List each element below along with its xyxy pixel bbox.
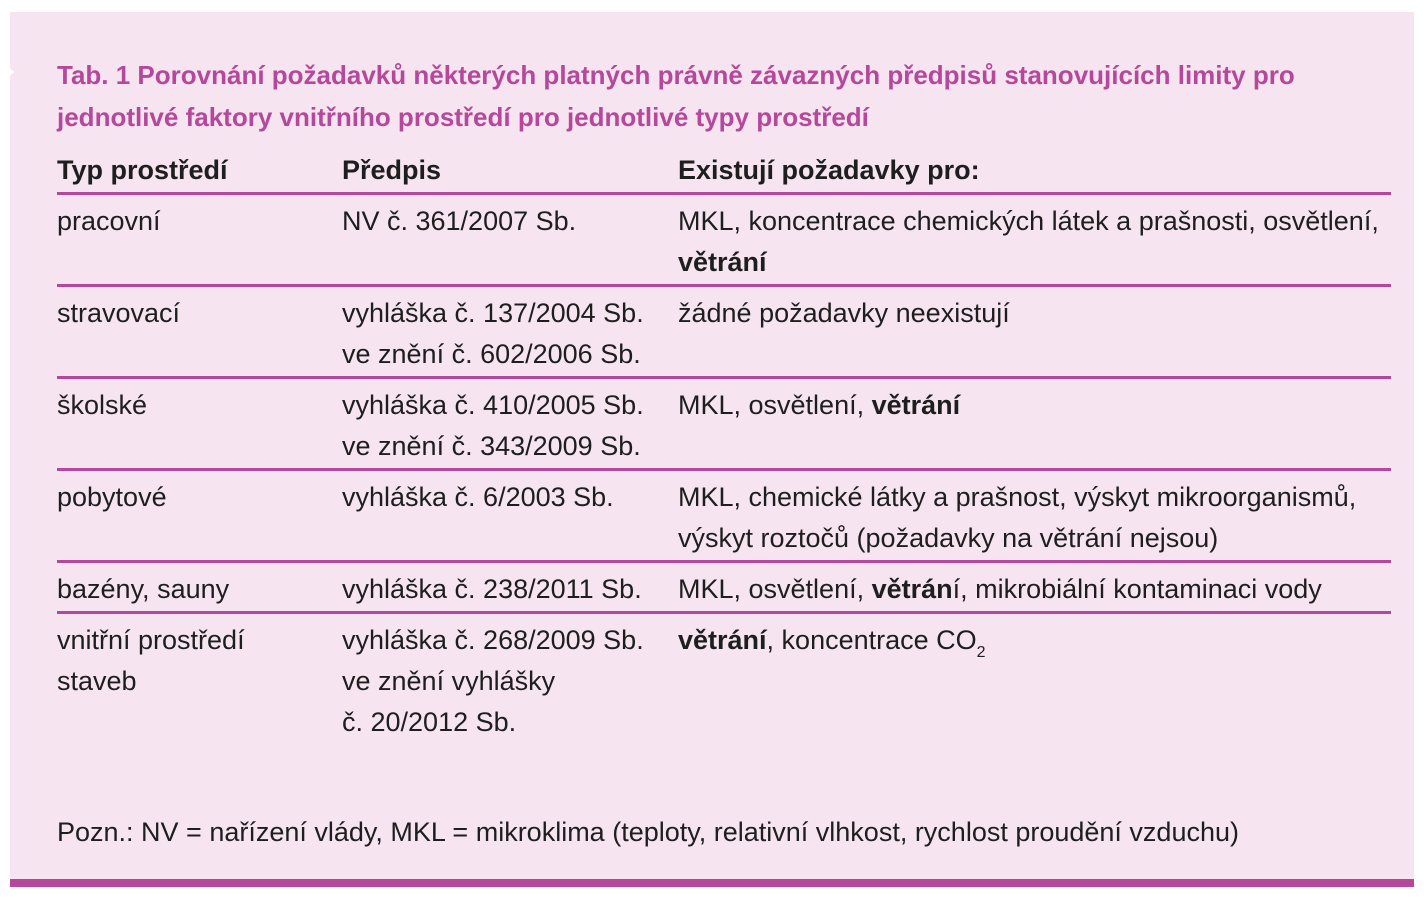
cell-requirements: [678, 569, 1391, 610]
table-header-row: [57, 150, 1391, 195]
cell-text: vyhláška č. 137/2004 Sb.: [342, 298, 644, 328]
cell-text: stravovací: [57, 298, 181, 328]
table-row: [57, 471, 1391, 563]
cell-type: [57, 201, 342, 283]
cell-type: [57, 293, 342, 375]
req-text-after: , koncentrace CO: [766, 625, 977, 655]
cell-text: vyhláška č. 410/2005 Sb.: [342, 390, 644, 420]
req-text-after: í, mikrobiální kontaminaci vody: [952, 574, 1322, 604]
req-text: MKL, koncentrace chemických látek a prašnosti, osvětlení,: [678, 206, 1379, 236]
cell-text: č. 20/2012 Sb.: [342, 707, 517, 737]
header-regulation: Předpis: [342, 155, 442, 185]
comparison-table: [57, 150, 1391, 744]
req-text: MKL, chemické látky a prašnost, výskyt mikroorganismů, výskyt roztočů (požadavky na větrání nejsou): [678, 482, 1357, 553]
req-emphasis: větrán: [871, 574, 953, 604]
cell-text: pracovní: [57, 206, 161, 236]
cell-type: [57, 620, 342, 743]
header-requirements: Existují požadavky pro:: [678, 155, 980, 185]
req-emphasis: větrání: [678, 247, 767, 277]
co2-subscript: 2: [976, 644, 986, 661]
cell-requirements: [678, 201, 1391, 283]
cell-regulation: [342, 569, 678, 610]
cell-regulation: [342, 201, 678, 283]
cell-text: bazény, sauny: [57, 574, 230, 604]
req-text: MKL, osvětlení,: [678, 390, 872, 420]
cell-text: vyhláška č. 268/2009 Sb.: [342, 625, 644, 655]
req-emphasis: větrání: [871, 390, 961, 420]
cell-text: ve znění vyhlášky: [342, 666, 556, 696]
cell-regulation: [342, 620, 678, 743]
table-row: [57, 379, 1391, 471]
bottom-rule: [10, 879, 1414, 887]
table-row: [57, 614, 1391, 744]
table-row: [57, 563, 1391, 614]
cell-type: [57, 477, 342, 559]
cell-requirements: [678, 620, 1391, 743]
req-text: žádné požadavky neexistují: [678, 298, 1010, 328]
cell-text: školské: [57, 390, 148, 420]
cell-requirements: [678, 477, 1391, 559]
cell-text: vyhláška č. 238/2011 Sb.: [342, 574, 642, 604]
cell-text: pobytové: [57, 482, 167, 512]
cell-text: ve znění č. 343/2009 Sb.: [342, 431, 641, 461]
cell-text: NV č. 361/2007 Sb.: [342, 206, 577, 236]
header-type: Typ prostředí: [57, 155, 228, 185]
table-title: Tab. 1 Porovnání požadavků některých platných právně závazných předpisů stanovujících limity pro jednotlivé faktory vnitřního prostředí pro jednotlivé typy prostředí: [57, 60, 1295, 132]
req-text: MKL, osvětlení,: [678, 574, 872, 604]
panel-notch: [0, 58, 14, 86]
table-footnote: Pozn.: NV = nařízení vlády, MKL = mikroklima (teploty, relativní vlhkost, rychlost proudění vzduchu): [57, 817, 1239, 847]
cell-requirements: [678, 293, 1391, 375]
cell-text: vyhláška č. 6/2003 Sb.: [342, 482, 614, 512]
req-emphasis: větrání: [678, 625, 767, 655]
cell-text: ve znění č. 602/2006 Sb.: [342, 339, 641, 369]
cell-regulation: [342, 293, 678, 375]
cell-regulation: [342, 477, 678, 559]
cell-type: [57, 385, 342, 467]
cell-text: vnitřní prostředí: [57, 625, 245, 655]
table-row: [57, 195, 1391, 287]
cell-requirements: [678, 385, 1391, 467]
cell-regulation: [342, 385, 678, 467]
cell-type: [57, 569, 342, 610]
table-row: [57, 287, 1391, 379]
cell-text: staveb: [57, 666, 137, 696]
